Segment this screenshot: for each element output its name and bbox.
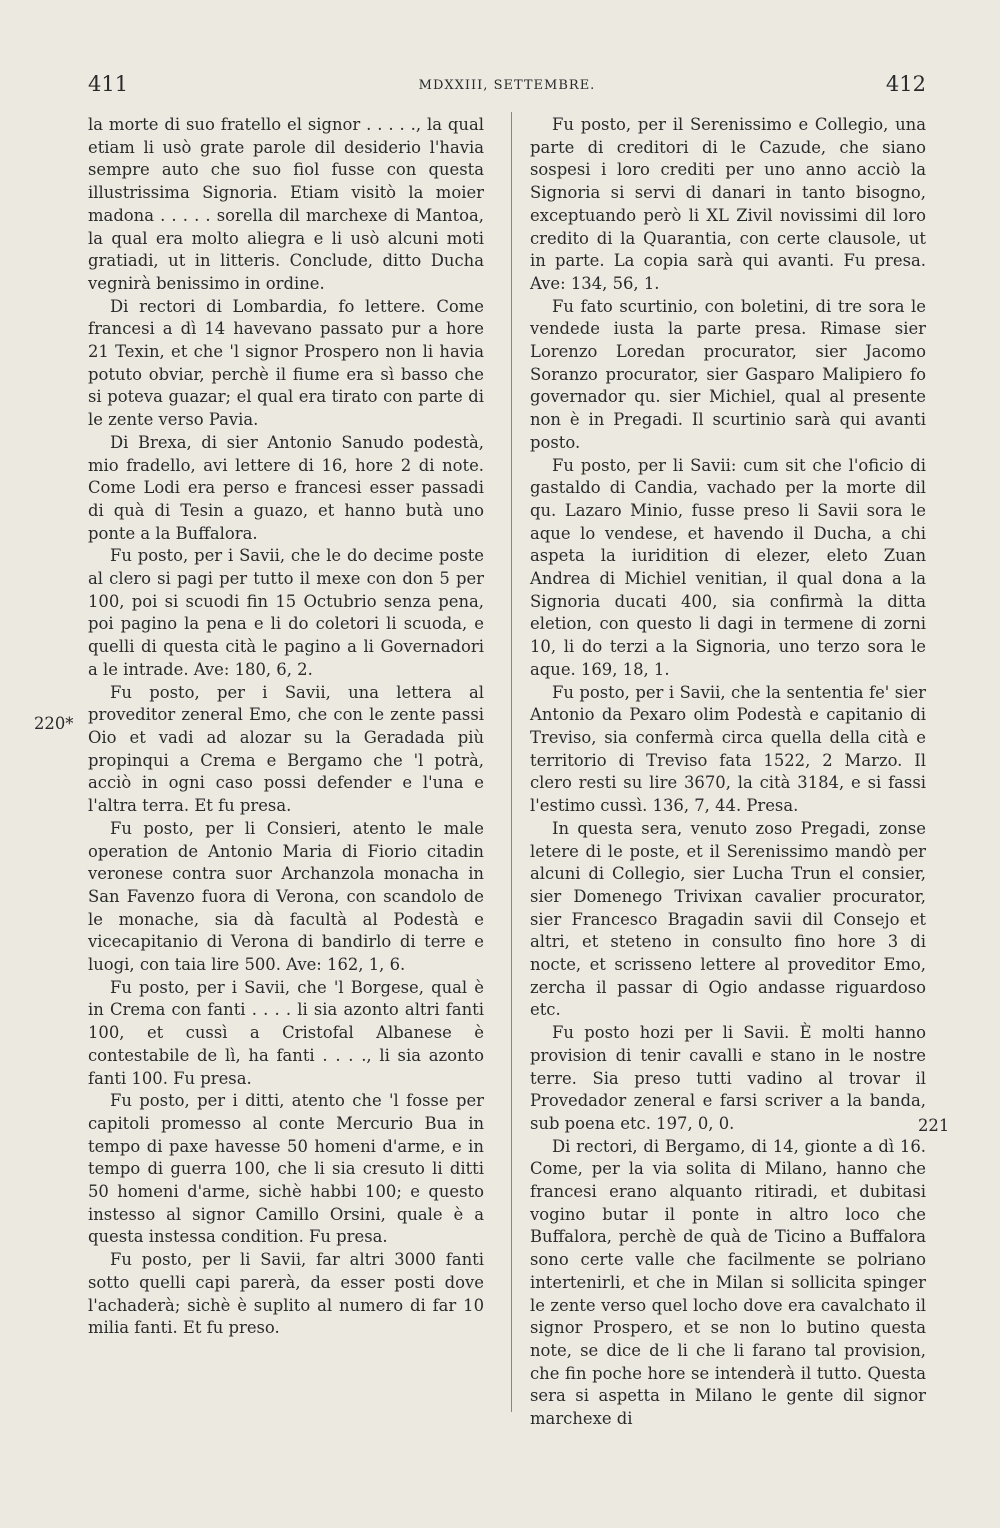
- paragraph: Fu posto, per i ditti, atento che 'l fosse per capitoli promesso al conte Mercurio Bua in tempo di paxe havesse 50 homeni d'arme, e in tempo di guerra 100, che li sia cresuto li ditti 50 homeni d'arme, sichè habbi 100; e questo instesso al signor Camillo Orsini, quale è a questa instessa condition. Fu presa.: [88, 1091, 484, 1247]
- margin-note-left: 220*: [34, 714, 74, 733]
- paragraph: la morte di suo fratello el signor . . . . ., la qual etiam li usò grate parole dil desiderio l'havia sempre auto che suo fiol fusse con questa illustrissima Signoria. Etiam visitò la moier madona . . . . . sorella dil marchexe di Mantoa, la qual era molto aliegra e li usò alcuni moti gratiadi, ut in litteris. Conclude, ditto Ducha vegnirà benissimo in ordine.: [88, 115, 484, 293]
- paragraph: Fu posto hozi per li Savii. È molti hanno provision di tenir cavalli e stano in le nostre terre. Sia preso tutti vadino al trovar il Provedador zeneral e farsi scriver a la banda, sub poena etc. 197, 0, 0.: [530, 1023, 926, 1133]
- paragraph: Fu posto, per i Savii, che la sententia fe' sier Antonio da Pexaro olim Podestà e capitanio di Treviso, sia confermà circa quella della cità e territorio di Treviso fata 1522, 2 Marzo. Il clero resti su lire 3670, la cità 3184, e si fassi l'estimo cussì. 136, 7, 44. Presa.: [530, 682, 926, 816]
- column-divider: [511, 112, 512, 1412]
- paragraph: Fu posto, per li Savii: cum sit che l'oficio di gastaldo di Candia, vachado per la morte dil qu. Lazaro Minio, fusse preso li Savii sora le aque lo vendese, et havendo il Ducha, a chi aspeta la iuridition di elezer, eleto Zuan Andrea di Michiel venitian, il qual dona a la Signoria ducati 400, sia confirmà la ditta eletion, con questo li dagi in termene di zorni 10, li do terzi a la Signoria, uno terzo sora le aque. 169, 18, 1.: [530, 455, 926, 679]
- left-column: [88, 114, 484, 1414]
- paragraph: Di rectori, di Bergamo, di 14, gionte a dì 16. Come, per la via solita di Milano, hanno che francesi erano alquanto ritiradi, et dubitasi vogino butar il ponte in altro loco che Buffalora, perchè de quà de Ticino a Buffalora sono certe valle che facilmente se polriano intertenirli, et che in Milan si sollicita spinger le zente verso quel locho dove era cavalchato il signor Prospero, et se non lo butino questa note, se dice de li che li farano tal provision, che fin poche hore se intenderà il tutto. Questa sera si aspetta in Milano le gente dil signor marchexe di: [530, 1136, 926, 1429]
- paragraph: Fu posto, per li Consieri, atento le male operation de Antonio Maria di Fiorio citadin veronese contra suor Archanzola monacha in San Favenzo fuora di Verona, con scandolo de le monache, sia dà facultà al Podestà e vicecapitanio di Verona di bandirlo di terre e luogi, con taia lire 500. Ave: 162, 1, 6.: [88, 818, 484, 975]
- paragraph: Di rectori di Lombardia, fo lettere. Come francesi a dì 14 havevano passato pur a hore 21 Texin, et che 'l signor Prospero non li havia potuto obviar, perchè il fiume era sì basso che si poteva guazar; el qual era tirato con parte di le zente verso Pavia.: [88, 296, 484, 430]
- paragraph: In questa sera, venuto zoso Pregadi, zonse letere di le poste, et il Serenissimo mandò per alcuni di Collegio, sier Lucha Trun el consier, sier Domenego Trivixan cavalier procurator, sier Francesco Bragadin savii dil Consejo et altri, et steteno in consulto fino hore 3 di nocte, et scrisseno lettere al proveditor Emo, zercha il passar di Ogio andasse riguardoso etc.: [530, 818, 926, 1020]
- right-column: [530, 114, 926, 1429]
- paragraph: Fu posto, per il Serenissimo e Collegio, una parte di creditori di le Cazude, che siano sospesi i loro crediti per uno anno acciò la Signoria si servi di danari in tanto bisogno, exceptuando però li XL Zivil novissimi dil loro credito di la Quarantia, con certe clausole, ut in parte. La copia sarà qui avanti. Fu presa. Ave: 134, 56, 1.: [530, 115, 926, 293]
- paragraph: Fu fato scurtinio, con boletini, di tre sora le vendede iusta la parte presa. Rimase sier Lorenzo Loredan procurator, sier Jacomo Soranzo procurator, sier Gasparo Malipiero fo governador qu. sier Michiel, qual al presente non è in Pregadi. Il scurtinio sarà qui avanti posto.: [530, 296, 926, 452]
- paragraph: Fu posto, per li Savii, far altri 3000 fanti sotto quelli capi parerà, da esser posti dove l'achaderà; sichè è suplito al numero di far 10 milia fanti. Et fu preso.: [88, 1250, 484, 1338]
- page-number-right: 412: [885, 72, 926, 96]
- paragraph: Di Brexa, di sier Antonio Sanudo podestà, mio fradello, avi lettere di 16, hore 2 di note. Come Lodi era perso e francesi esser passadi di quà di Tesin a guazo, et hanno butà uno ponte a la Buffalora.: [88, 432, 484, 543]
- paragraph: Fu posto, per i Savii, che le do decime poste al clero si pagi per tutto il mexe con don 5 per 100, poi si scuodi fin 15 Octubrio senza pena, poi pagino la pena e li do coletori li scuoda, e quelli di questa cità le pagino a li Governadori a le intrade. Ave: 180, 6, 2.: [88, 546, 484, 679]
- paragraph: Fu posto, per i Savii, che 'l Borgese, qual è in Crema con fanti . . . . li sia azonto altri fanti 100, et cussì a Cristofal Albanese è contestabile de lì, ha fanti . . . ., li sia azonto fanti 100. Fu presa.: [88, 977, 484, 1088]
- paragraph: Fu posto, per i Savii, una lettera al proveditor zeneral Emo, che con le zente passi Oio et vadi ad alozar su la Geradada più propinqui a Crema e Bergamo che 'l potrà, acciò in ogni caso possi defender e l'una e l'altra terra. Et fu presa.: [88, 682, 484, 816]
- margin-note-right: 221: [918, 1116, 950, 1135]
- page-header: [88, 72, 926, 102]
- running-title: MDXXIII, SETTEMBRE.: [418, 78, 596, 93]
- page-number-left: 411: [88, 72, 129, 96]
